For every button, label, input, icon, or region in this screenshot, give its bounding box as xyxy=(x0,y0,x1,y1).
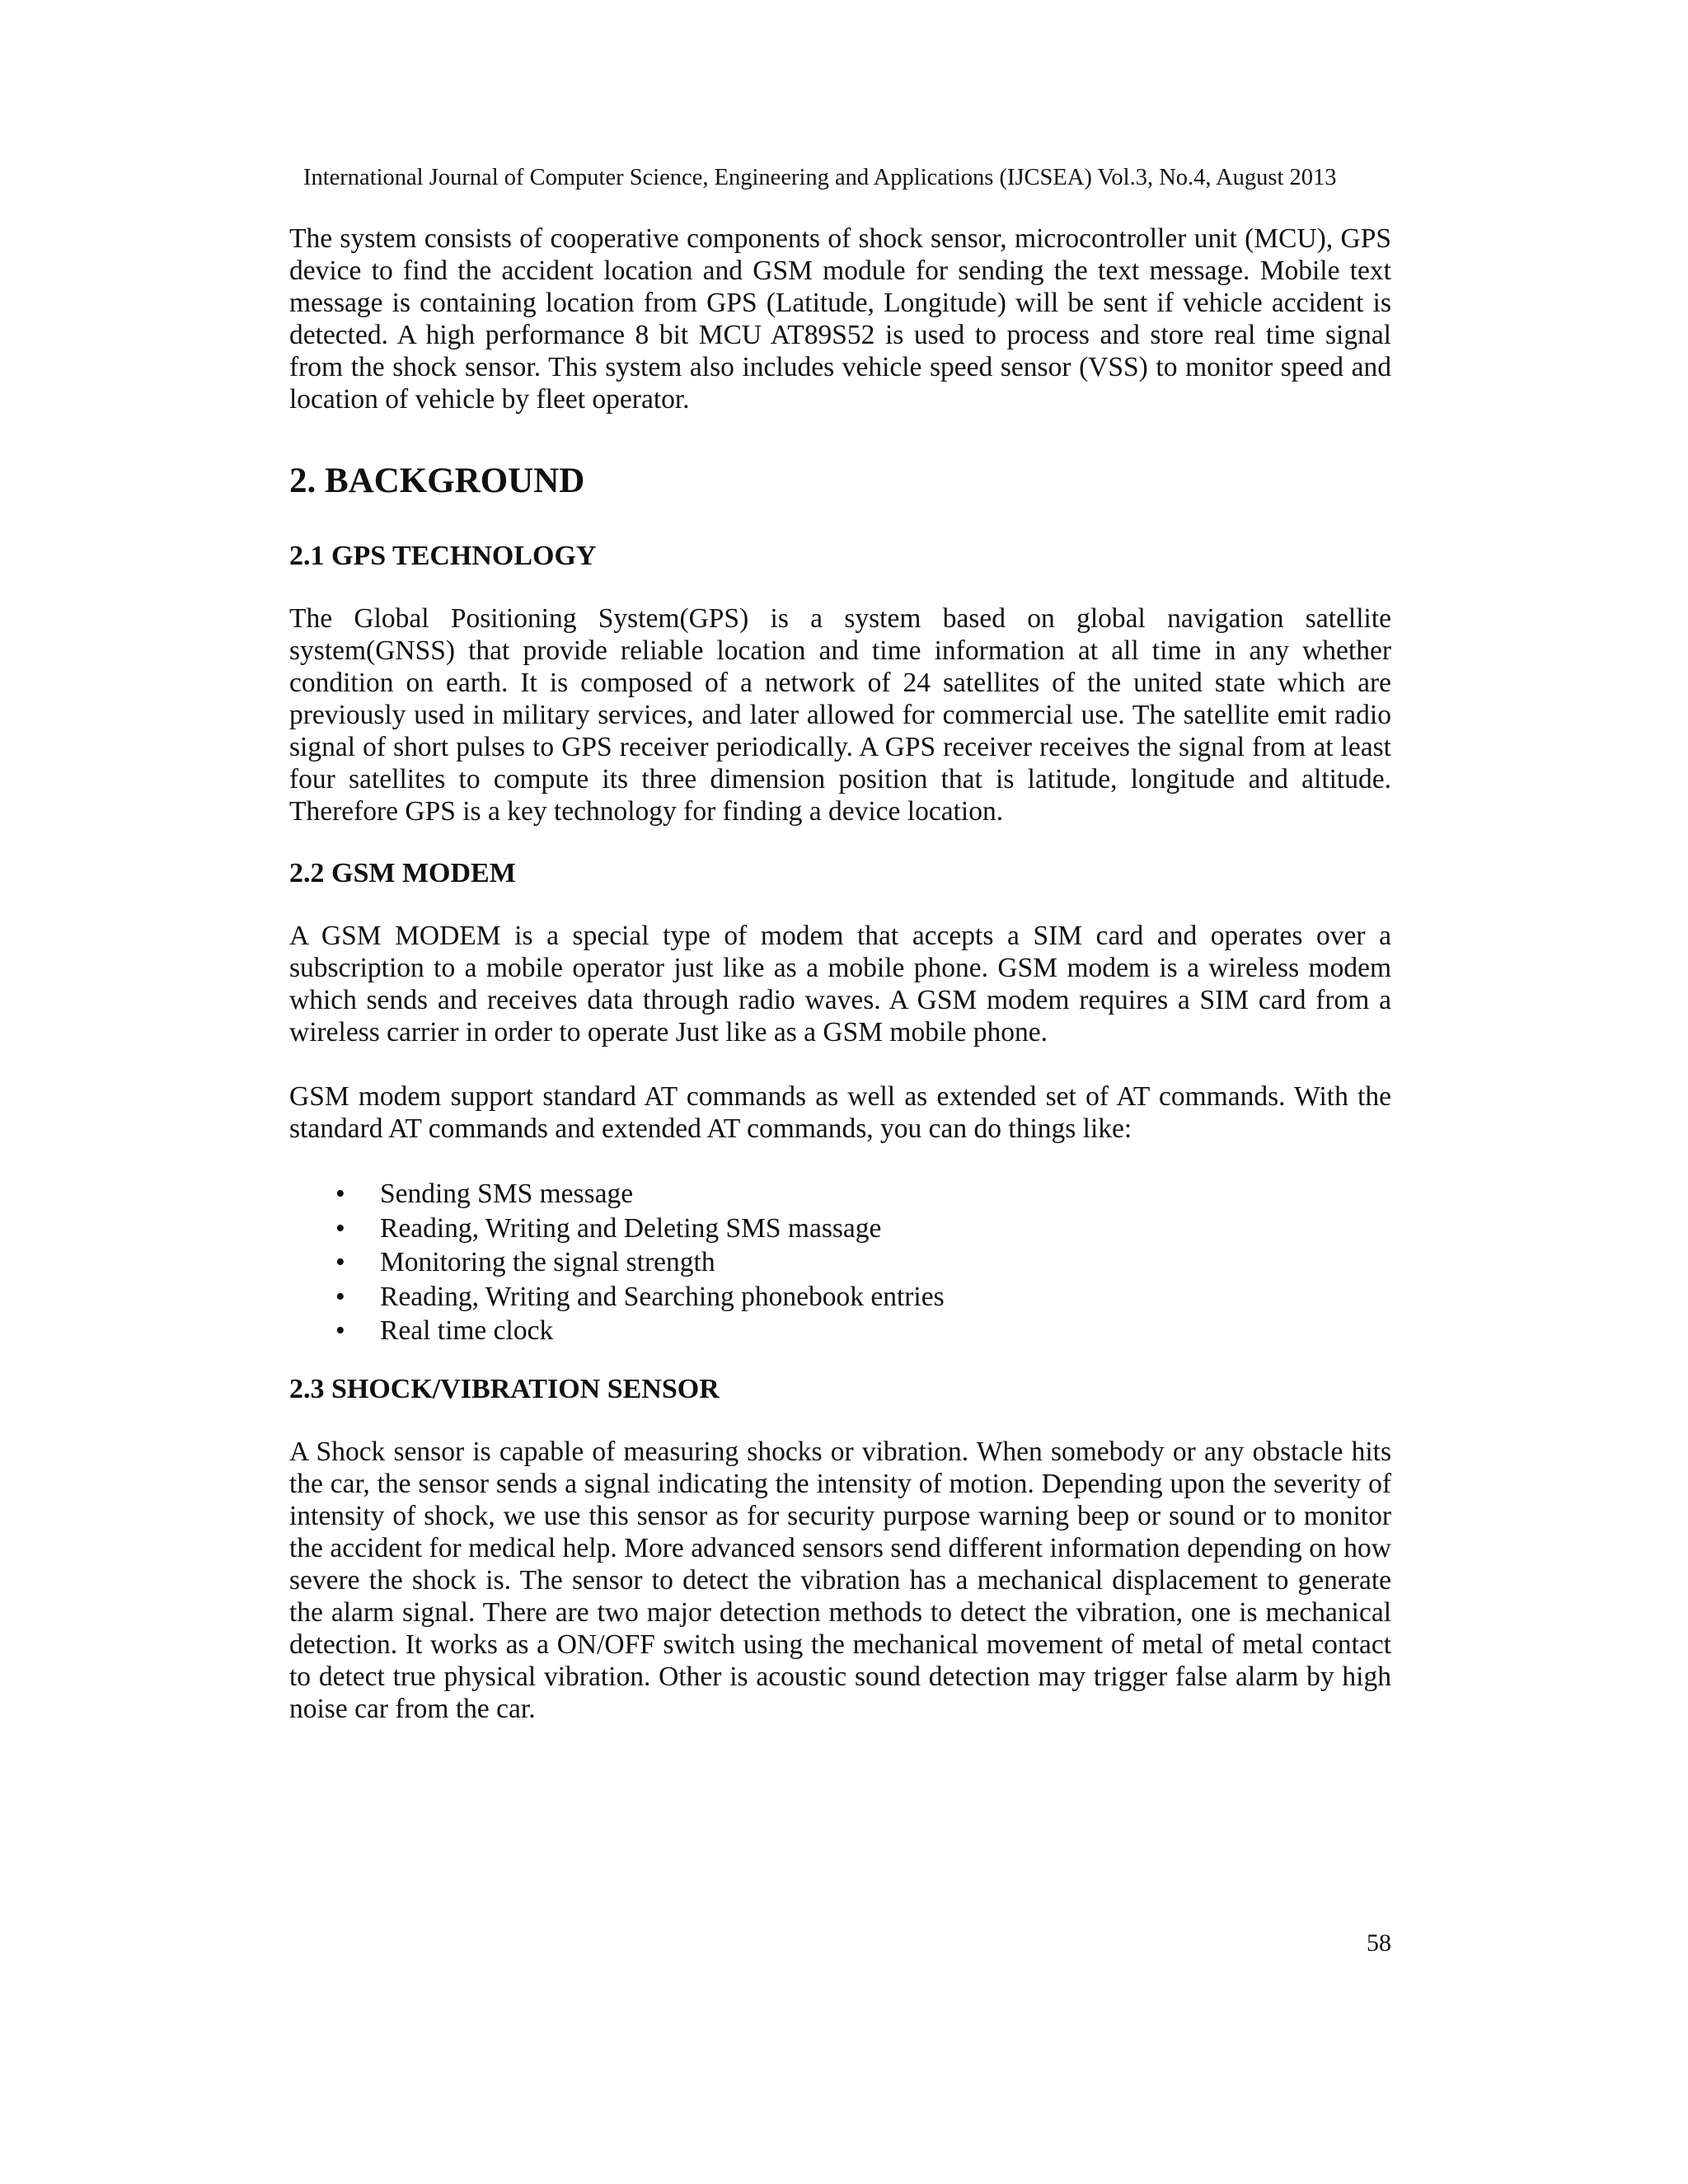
list-item xyxy=(335,1245,1391,1280)
list-item xyxy=(335,1280,1391,1315)
gps-paragraph: The Global Positioning System(GPS) is a system based on global navigation satellite system(GNSS) that provide reliable location and time information at all time in any whether condition on earth. It is composed of a network of 24 satellites of the united state which are previously used in military services, and later allowed for commercial use. The satellite emit radio signal of short pulses to GPS receiver periodically. A GPS receiver receives the signal from at least four satellites to compute its three dimension position that is latitude, longitude and altitude. Therefore GPS is a key technology for finding a device location. xyxy=(289,603,1391,827)
list-item-text: Sending SMS message xyxy=(380,1179,634,1209)
gsm-paragraph-1: A GSM MODEM is a special type of modem that accepts a SIM card and operates over a subscription to a mobile operator just like as a mobile phone. GSM modem is a wireless modem which sends and receives data through radio waves. A GSM modem requires a SIM card from a wireless carrier in order to operate Just like as a GSM mobile phone. xyxy=(289,921,1391,1047)
bullet-dot-icon: • xyxy=(335,1281,345,1312)
subsection-heading-gsm: 2.2 GSM MODEM xyxy=(289,858,516,888)
list-item-text: Reading, Writing and Searching phonebook entries xyxy=(380,1281,945,1312)
subsection-heading-shock: 2.3 SHOCK/VIBRATION SENSOR xyxy=(289,1373,720,1404)
intro-paragraph: The system consists of cooperative components of shock sensor, microcontroller unit (MCU), GPS device to find the accident location and GSM module for sending the text message. Mobile text message is containing location from GPS (Latitude, Longitude) will be sent if vehicle accident is detected. A high performance 8 bit MCU AT89S52 is used to process and store real time signal from the shock sensor. This system also includes vehicle speed sensor (VSS) to monitor speed and location of vehicle by fleet operator. xyxy=(289,223,1391,415)
page-number: 58 xyxy=(1367,1929,1391,1957)
bullet-dot-icon: • xyxy=(335,1179,345,1209)
list-item xyxy=(335,1212,1391,1246)
list-item xyxy=(335,1314,1391,1348)
subsection-heading-gps: 2.1 GPS TECHNOLOGY xyxy=(289,541,597,571)
list-item-text: Reading, Writing and Deleting SMS massage xyxy=(380,1212,882,1244)
at-command-list xyxy=(289,1177,1391,1348)
page-content xyxy=(289,223,1391,1725)
section-heading-background: 2. BACKGROUND xyxy=(289,462,585,500)
bullet-dot-icon: • xyxy=(335,1247,345,1277)
list-item-text: Real time clock xyxy=(380,1315,554,1346)
list-item-text: Monitoring the signal strength xyxy=(380,1247,715,1277)
running-header: International Journal of Computer Science, Engineering and Applications (IJCSEA) Vol.3, No.4, August 2013 xyxy=(303,165,1337,190)
shock-paragraph: A Shock sensor is capable of measuring shocks or vibration. When somebody or any obstacle hits the car, the sensor sends a signal indicating the intensity of motion. Depending upon the severity of intensity of shock, we use this sensor as for security purpose warning beep or sound or to monitor the accident for medical help. More advanced sensors send different information depending on how severe the shock is. The sensor to detect the vibration has a mechanical displacement to generate the alarm signal. There are two major detection methods to detect the vibration, one is mechanical detection. It works as a ON/OFF switch using the mechanical movement of metal of metal contact to detect true physical vibration. Other is acoustic sound detection may trigger false alarm by high noise car from the car. xyxy=(289,1436,1391,1724)
list-item xyxy=(335,1177,1391,1212)
bullet-dot-icon: • xyxy=(335,1315,345,1346)
gsm-paragraph-2: GSM modem support standard AT commands as well as extended set of AT commands. With the standard AT commands and extended AT commands, you can do things like: xyxy=(289,1081,1391,1144)
bullet-dot-icon: • xyxy=(335,1212,345,1244)
